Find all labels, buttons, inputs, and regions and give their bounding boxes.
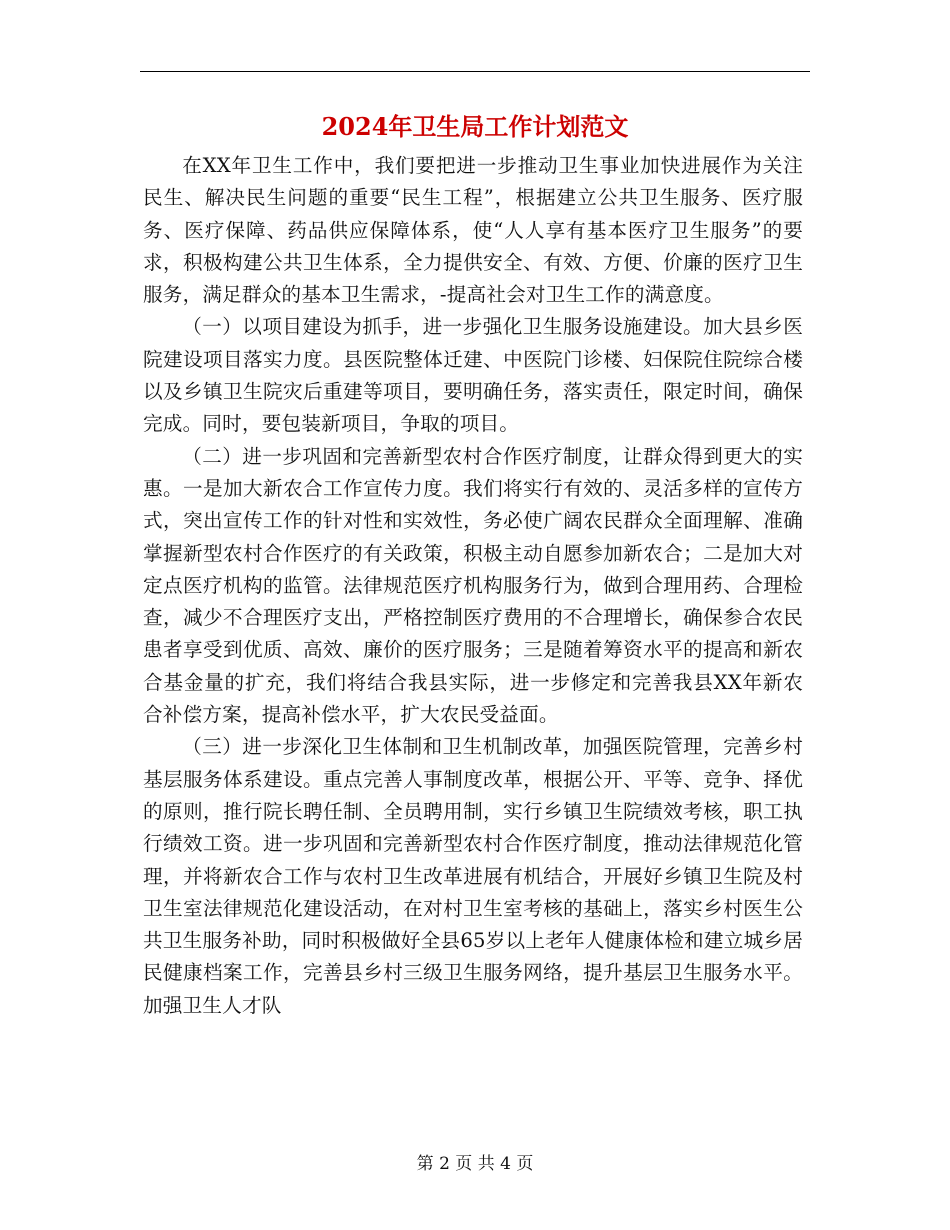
page-number-footer: 第 2 页 共 4 页 — [416, 1154, 534, 1174]
page-title: 2024年卫生局工作计划范文 — [321, 112, 629, 141]
document-body — [143, 150, 803, 1022]
paragraph-section-2: （二）进一步巩固和完善新型农村合作医疗制度，让群众得到更大的实惠。一是加大新农合工作宣传力度。我们将实行有效的、灵活多样的宣传方式，突出宣传工作的针对性和实效性，务必使广阔农民群众全面理解、准确掌握新型农村合作医疗的有关政策，积极主动自愿参加新农合；二是加大对定点医疗机构的监管。法律规范医疗机构服务行为，做到合理用药、合理检查，减少不合理医疗支出，严格控制医疗费用的不合理增长，确保参合农民患者享受到优质、高效、廉价的医疗服务；三是随着筹资水平的提高和新农合基金量的扩充，我们将结合我县实际，进一步修定和完善我县XX年新农合补偿方案，提高补偿水平，扩大农民受益面。 — [143, 444, 803, 727]
paragraph-section-3: （三）进一步深化卫生体制和卫生机制改革，加强医院管理，完善乡村基层服务体系建设。重点完善人事制度改革，根据公开、平等、竞争、择优的原则，推行院长聘任制、全员聘用制，实行乡镇卫生院绩效考核，职工执行绩效工资。进一步巩固和完善新型农村合作医疗制度，推动法律规范化管理，并将新农合工作与农村卫生改革进展有机结合，开展好乡镇卫生院及村卫生室法律规范化建设活动，在对村卫生室考核的基础上，落实乡村医生公共卫生服务补助，同时积极做好全县65岁以上老年人健康体检和建立城乡居民健康档案工作，完善县乡村三级卫生服务网络，提升基层卫生服务水平。加强卫生人才队 — [143, 735, 803, 1017]
paragraph-section-1: （一）以项目建设为抓手，进一步强化卫生服务设施建设。加大县乡医院建设项目落实力度。县医院整体迁建、中医院门诊楼、妇保院住院综合楼以及乡镇卫生院灾后重建等项目，要明确任务，落实责任，限定时间，确保完成。同时，要包装新项目，争取的项目。 — [143, 315, 803, 436]
paragraph-intro: 在XX年卫生工作中，我们要把进一步推动卫生事业加快进展作为关注民生、解决民生问题的重要“民生工程”，根据建立公共卫生服务、医疗服务、医疗保障、药品供应保障体系，使“人人享有基本医疗卫生服务”的要求，积极构建公共卫生体系，全力提供安全、有效、方便、价廉的医疗卫生服务，满足群众的基本卫生需求，-提高社会对卫生工作的满意度。 — [143, 154, 803, 307]
header-rule — [140, 71, 810, 72]
